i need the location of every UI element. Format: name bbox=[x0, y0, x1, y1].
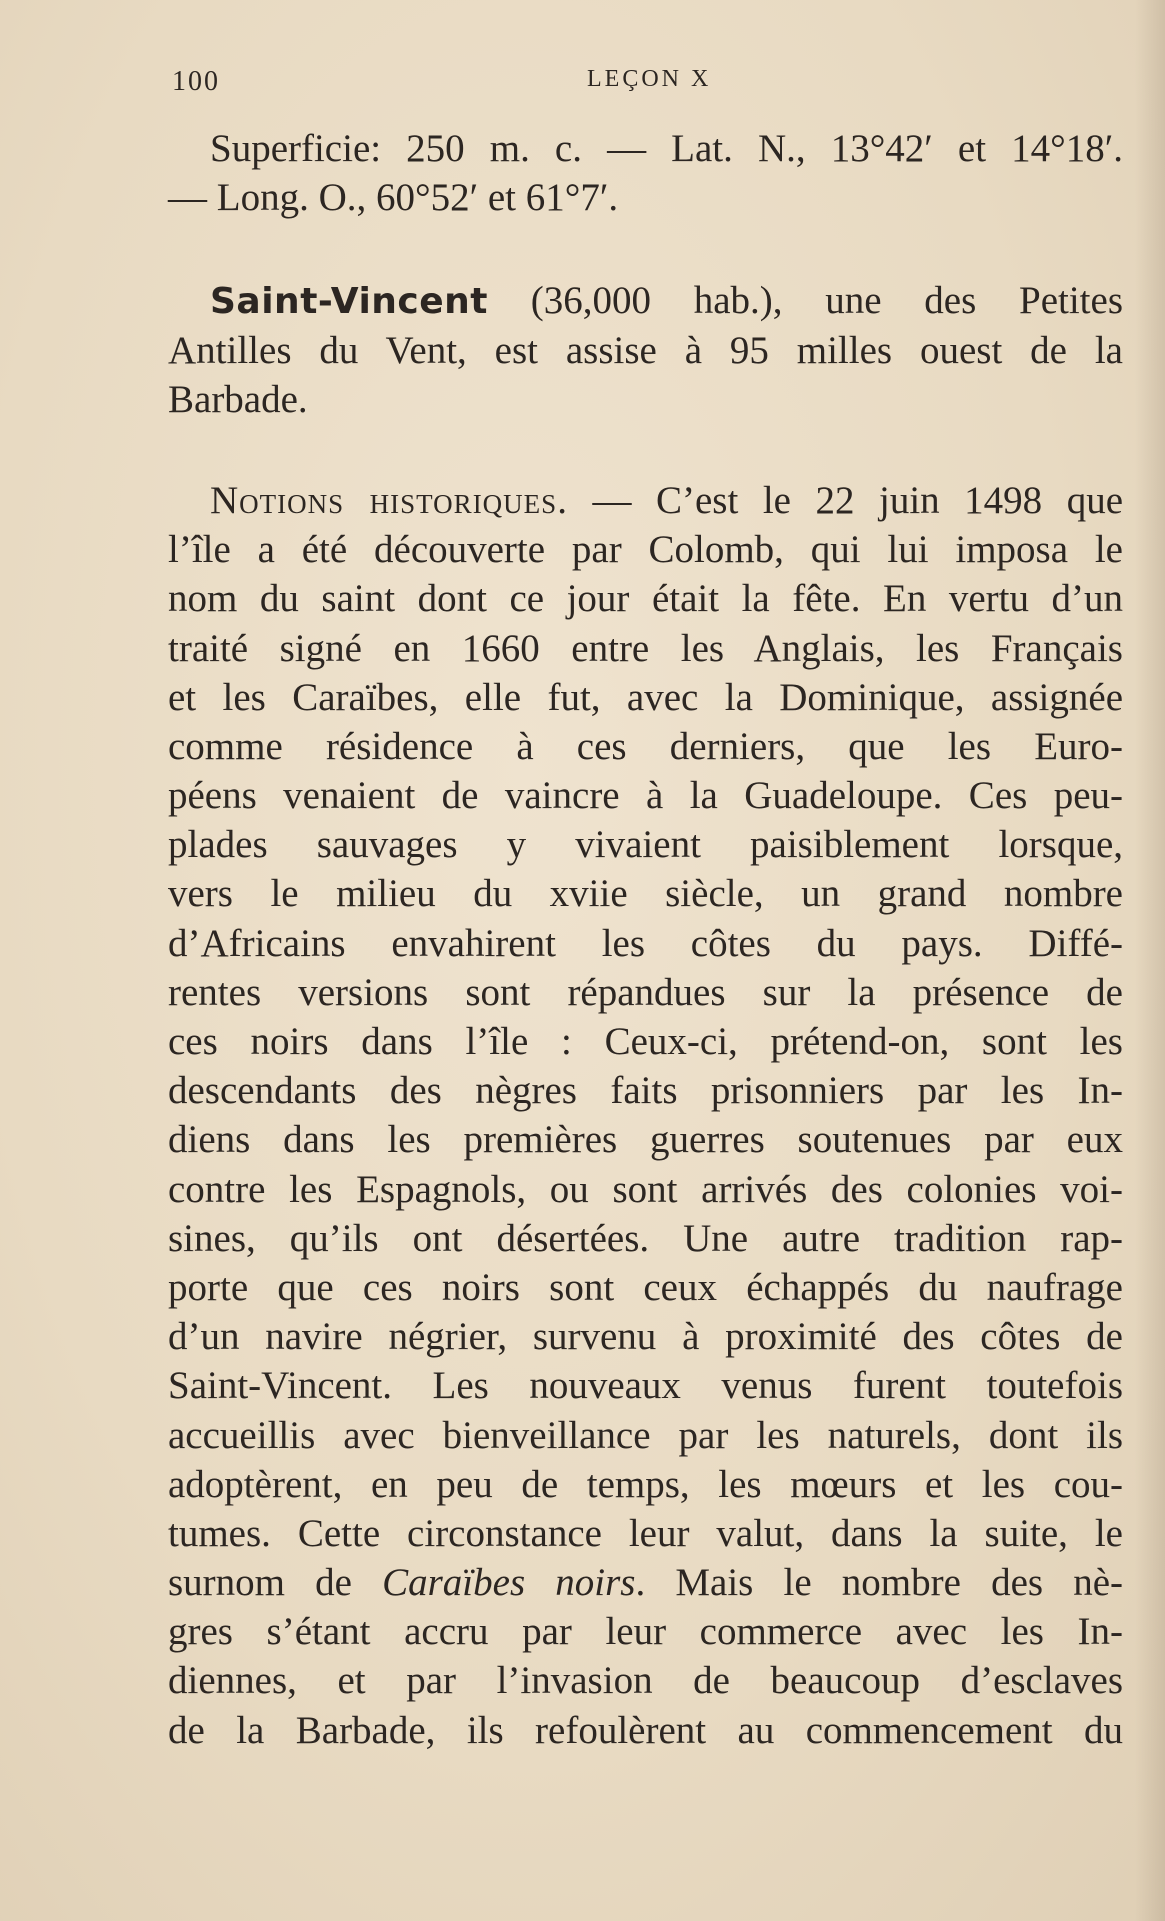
text-line: d’un navire négrier, survenu à proximité des côtes de bbox=[168, 1315, 1123, 1359]
text-line: de la Barbade, ils refoulèrent au commencement du bbox=[168, 1708, 1123, 1752]
text-line bbox=[168, 276, 1123, 325]
place-heading: Saint-Vincent bbox=[210, 281, 489, 323]
text-line: contre les Espagnols, ou sont arrivés des colonies voi- bbox=[168, 1167, 1123, 1211]
page-number: 100 bbox=[172, 66, 220, 97]
text-line: ces noirs dans l’île : Ceux-ci, prétend-on, sont les bbox=[168, 1020, 1123, 1063]
text-line: Antilles du Vent, est assise à 95 milles ouest de la bbox=[168, 328, 1123, 372]
text-line: péens venaient de vaincre à la Guadeloupe. Ces peu- bbox=[168, 774, 1123, 818]
text-line: tumes. Cette circonstance leur valut, dans la suite, le bbox=[168, 1511, 1123, 1555]
text-line: et les Caraïbes, elle fut, avec la Dominique, assignée bbox=[168, 675, 1123, 719]
text-fragment: — C’est le 22 juin 1498 que bbox=[567, 478, 1123, 522]
text-line: adoptèrent, en peu de temps, les mœurs et les cou- bbox=[168, 1462, 1123, 1506]
text-line: diens dans les premières guerres soutenues par eux bbox=[168, 1118, 1123, 1162]
section-lead: Notions historiques. bbox=[210, 478, 568, 522]
text-line: sines, qu’ils ont désertées. Une autre tradition rap- bbox=[168, 1216, 1123, 1260]
page-header bbox=[172, 66, 1072, 106]
text-line bbox=[168, 1558, 1123, 1607]
text-line: plades sauvages y vivaient paisiblement lorsque, bbox=[168, 823, 1123, 867]
text-line: porte que ces noirs sont ceux échappés du naufrage bbox=[168, 1265, 1123, 1309]
text-line: nom du saint dont ce jour était la fête. En vertu d’un bbox=[168, 577, 1123, 621]
page-body bbox=[168, 124, 1123, 1755]
text-fragment: (36,000 hab.), une des Petites bbox=[488, 279, 1123, 323]
paragraph-lines bbox=[168, 525, 1123, 1558]
text-line: descendants des nègres faits prisonniers par les In- bbox=[168, 1069, 1123, 1113]
text-line: Superficie: 250 m. c. — Lat. N., 13°42′ et 14°18′. bbox=[210, 127, 1123, 170]
text-line: accueillis avec bienveillance par les naturels, dont ils bbox=[168, 1413, 1123, 1457]
paragraph-gap bbox=[168, 222, 1123, 276]
paragraph-gap bbox=[168, 424, 1123, 476]
text-line: vers le milieu du xviie siècle, un grand nombre bbox=[168, 872, 1123, 916]
text-line: comme résidence à ces derniers, que les Euro- bbox=[168, 724, 1123, 768]
paragraph-lines bbox=[168, 1607, 1123, 1755]
text-line: traité signé en 1660 entre les Anglais, les Français bbox=[168, 626, 1123, 670]
text-line: gres s’étant accru par leur commerce avec les In- bbox=[168, 1610, 1123, 1654]
text-line: Barbade. bbox=[168, 377, 308, 421]
text-line: diennes, et par l’invasion de beaucoup d’esclaves bbox=[168, 1659, 1123, 1703]
text-fragment: . Mais le nombre des nè- bbox=[635, 1561, 1124, 1605]
text-line: d’Africains envahirent les côtes du pays. Diffé- bbox=[168, 921, 1123, 965]
running-title: LEÇON X bbox=[587, 66, 712, 92]
italic-term: Caraïbes noirs bbox=[382, 1561, 636, 1605]
text-fragment: surnom de bbox=[168, 1561, 383, 1605]
text-line: l’île a été découverte par Colomb, qui lui imposa le bbox=[168, 528, 1123, 572]
text-line: — Long. O., 60°52′ et 61°7′. bbox=[168, 176, 619, 220]
text-line: Saint-Vincent. Les nouveaux venus furent toutefois bbox=[168, 1364, 1123, 1408]
text-line bbox=[168, 476, 1123, 525]
text-line: rentes versions sont répandues sur la présence de bbox=[168, 970, 1123, 1014]
page-edge-shadow bbox=[1135, 0, 1165, 1921]
